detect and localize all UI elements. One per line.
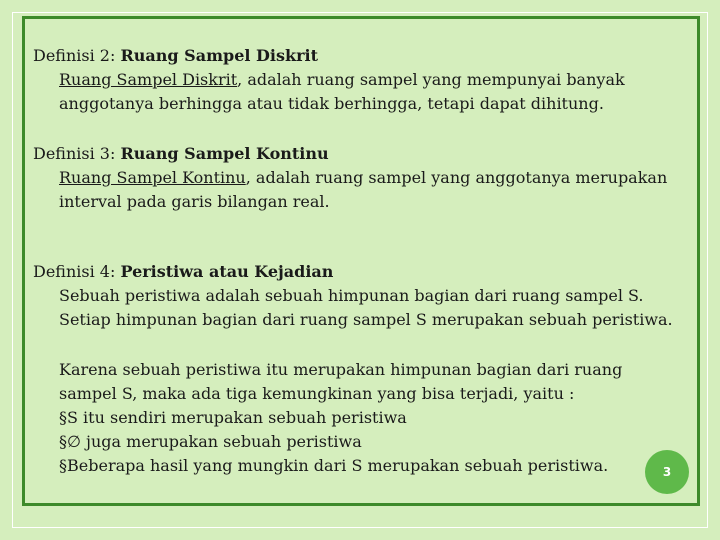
definition-3-prefix: Definisi 3: <box>33 144 121 163</box>
definition-4 <box>33 260 673 332</box>
definition-2-line-2: anggotanya berhingga atau tidak berhingga, tetapi dapat dihitung. <box>59 94 604 113</box>
definition-4-body <box>33 284 673 332</box>
definition-3-line-1 <box>59 166 667 190</box>
definition-4-line-2: Setiap himpunan bagian dari ruang sampel S merupakan sebuah peristiwa. <box>59 310 673 329</box>
definition-2 <box>33 44 625 116</box>
definition-3 <box>33 142 667 214</box>
definition-3-body <box>33 166 667 214</box>
definition-3-name: Ruang Sampel Kontinu <box>120 144 329 163</box>
definition-3-term: Ruang Sampel Kontinu <box>59 168 246 187</box>
definition-2-term: Ruang Sampel Diskrit <box>59 70 238 89</box>
definition-2-line-1-rest: , adalah ruang sampel yang mempunyai banyak <box>237 70 625 89</box>
definition-3-title <box>33 142 667 166</box>
definition-3-line-2: interval pada garis bilangan real. <box>59 192 330 211</box>
definition-2-body <box>33 68 625 116</box>
note-block <box>59 358 622 478</box>
note-line-1: Karena sebuah peristiwa itu merupakan himpunan bagian dari ruang <box>59 360 623 379</box>
definition-4-title <box>33 260 673 284</box>
note-line-2: sampel S, maka ada tiga kemungkinan yang bisa terjadi, yaitu : <box>59 384 575 403</box>
definition-2-title <box>33 44 625 68</box>
page-number-badge: 3 <box>645 450 689 494</box>
bullet-item: §Beberapa hasil yang mungkin dari S merupakan sebuah peristiwa. <box>59 456 609 475</box>
definition-4-prefix: Definisi 4: <box>33 262 121 281</box>
definition-4-name: Peristiwa atau Kejadian <box>120 262 334 281</box>
definition-4-line-1: Sebuah peristiwa adalah sebuah himpunan bagian dari ruang sampel S. <box>59 286 644 305</box>
bullet-item: §∅ juga merupakan sebuah peristiwa <box>59 432 362 451</box>
definition-2-line-1 <box>59 68 625 92</box>
definition-3-line-1-rest: , adalah ruang sampel yang anggotanya merupakan <box>245 168 668 187</box>
definition-2-name: Ruang Sampel Diskrit <box>120 46 318 65</box>
bullet-item: §S itu sendiri merupakan sebuah peristiwa <box>59 408 407 427</box>
definition-2-prefix: Definisi 2: <box>33 46 121 65</box>
